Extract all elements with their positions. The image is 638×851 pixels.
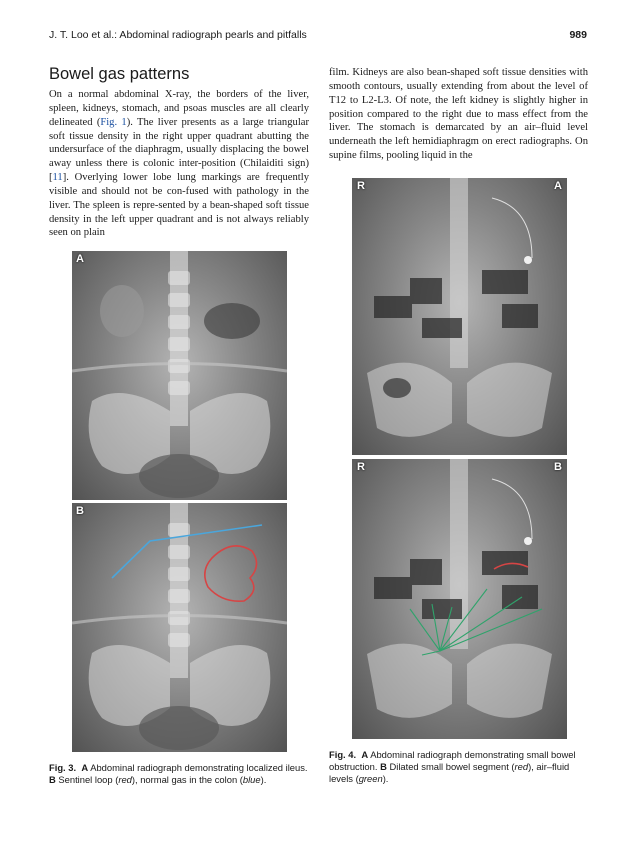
caption-panel-marker: B bbox=[380, 761, 387, 772]
figure-3a-radiograph bbox=[72, 251, 287, 500]
text-segment: ]. Overlying lower lobe lung markings are frequently visible and should not be con-fused with pathology in the liver. The spleen is repre-sented by a bean-shaped soft tissue density in the left upper quadrant and is not always reliably seen on plain bbox=[49, 172, 309, 239]
caption-label: Fig. 4. bbox=[329, 749, 357, 760]
figure-3-caption bbox=[49, 762, 309, 786]
section-title: Bowel gas patterns bbox=[49, 65, 190, 83]
caption-color-word: red bbox=[514, 761, 529, 772]
figure-4-caption bbox=[329, 749, 588, 785]
caption-panel-marker: A bbox=[361, 749, 369, 760]
panel-label: B bbox=[76, 505, 84, 517]
panel-label: B bbox=[554, 461, 562, 473]
caption-text: Sentinel loop ( bbox=[58, 774, 119, 785]
side-marker: R bbox=[357, 180, 365, 192]
text-segment: ). The liver presents as a large triangular soft tissue density in the right upper quadrant abutting the undersurface of the diaphragm, usually displacing the bowel away unless there is colonic inter-position (Chilaiditi sign) [ bbox=[49, 116, 309, 184]
caption-text: ). bbox=[382, 773, 389, 784]
caption-text: Abdominal radiograph demonstrating localized ileus. bbox=[90, 762, 308, 773]
caption-color-word: blue bbox=[242, 774, 261, 785]
figure-reference-link[interactable]: Fig. 1 bbox=[100, 116, 127, 128]
panel-label: A bbox=[554, 180, 562, 192]
radiograph-graphic bbox=[352, 459, 567, 739]
sentinel-loop-annotation bbox=[205, 546, 257, 601]
running-title: J. T. Loo et al.: Abdominal radiograph pearls and pitfalls bbox=[49, 29, 307, 41]
caption-text: Abdominal radiograph demonstrating small bowel obstruction. bbox=[329, 749, 576, 772]
running-header bbox=[49, 29, 587, 45]
side-marker: R bbox=[357, 461, 365, 473]
radiograph-graphic bbox=[352, 178, 567, 455]
caption-panel-marker: B bbox=[49, 774, 56, 785]
caption-color-word: red bbox=[118, 774, 132, 785]
body-text-left bbox=[49, 88, 309, 240]
caption-text: Dilated small bowel segment ( bbox=[389, 761, 515, 772]
caption-text: ), air–fluid levels ( bbox=[329, 761, 570, 784]
radiograph-graphic bbox=[72, 503, 287, 752]
caption-text: ). bbox=[260, 774, 267, 785]
body-text-right: film. Kidneys are also bean-shaped soft tissue densities with smooth contours, usually extending from about the level of T12 to L2-L3. Of note, the left kidney is slightly higher in position compared to the right due to mass effect from the liver. The stomach is demarcated by an air–fluid level underneath the left hemidiaphragm on erect radiographs. On supine films, pooling liquid in the bbox=[329, 67, 588, 162]
figure-4a-radiograph bbox=[352, 178, 567, 455]
text-segment: On a normal abdominal X-ray, the borders of the liver, spleen, kidneys, stomach, and psoas muscles are all clearly delineated ( bbox=[49, 89, 309, 128]
caption-text: ), normal gas in the colon ( bbox=[131, 774, 243, 785]
caption-color-word: green bbox=[358, 773, 383, 784]
citation-link[interactable]: 11 bbox=[52, 172, 63, 184]
figure-4b-radiograph bbox=[352, 459, 567, 739]
figure-3b-radiograph bbox=[72, 503, 287, 752]
page-number: 989 bbox=[569, 29, 587, 41]
radiograph-graphic bbox=[72, 251, 287, 500]
caption-panel-marker: A bbox=[81, 762, 89, 773]
caption-label: Fig. 3. bbox=[49, 762, 77, 773]
panel-label: A bbox=[76, 253, 84, 265]
